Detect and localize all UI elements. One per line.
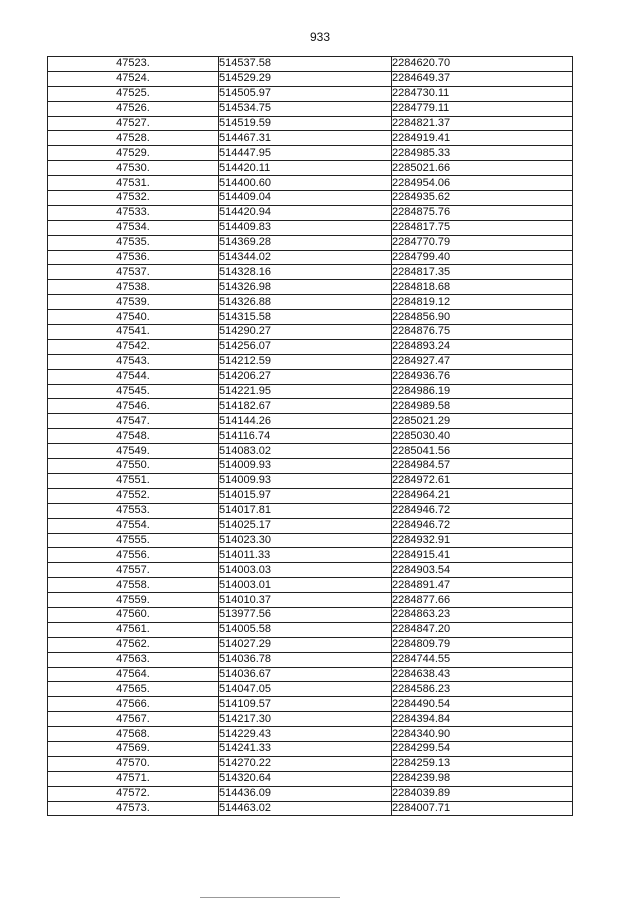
x-coordinate-cell: 514017.81 — [219, 503, 392, 518]
point-number-cell: 47544. — [48, 369, 219, 384]
x-coordinate-cell: 514519.59 — [219, 116, 392, 131]
y-coordinate-cell: 2284985.33 — [392, 146, 573, 161]
point-number-cell: 47557. — [48, 563, 219, 578]
y-coordinate-cell: 2284239.98 — [392, 771, 573, 786]
y-coordinate-cell: 2284954.06 — [392, 176, 573, 191]
x-coordinate-cell: 514221.95 — [219, 384, 392, 399]
point-number-cell: 47529. — [48, 146, 219, 161]
x-coordinate-cell: 514315.58 — [219, 310, 392, 325]
table-row — [48, 786, 573, 801]
point-number-cell: 47546. — [48, 399, 219, 414]
point-number-cell: 47562. — [48, 637, 219, 652]
point-number-cell: 47567. — [48, 712, 219, 727]
y-coordinate-cell: 2284299.54 — [392, 741, 573, 756]
x-coordinate-cell: 514027.29 — [219, 637, 392, 652]
point-number-cell: 47532. — [48, 191, 219, 206]
point-number-cell: 47527. — [48, 116, 219, 131]
point-number-cell: 47542. — [48, 339, 219, 354]
point-number-cell: 47545. — [48, 384, 219, 399]
table-row — [48, 369, 573, 384]
point-number-cell: 47525. — [48, 86, 219, 101]
table-row — [48, 593, 573, 608]
x-coordinate-cell: 514206.27 — [219, 369, 392, 384]
y-coordinate-cell: 2284856.90 — [392, 310, 573, 325]
page-number: 933 — [309, 30, 331, 44]
y-coordinate-cell: 2284039.89 — [392, 786, 573, 801]
x-coordinate-cell: 514537.58 — [219, 57, 392, 72]
x-coordinate-cell: 514116.74 — [219, 429, 392, 444]
x-coordinate-cell: 514400.60 — [219, 176, 392, 191]
x-coordinate-cell: 514447.95 — [219, 146, 392, 161]
table-row — [48, 697, 573, 712]
point-number-cell: 47524. — [48, 71, 219, 86]
x-coordinate-cell: 513977.56 — [219, 607, 392, 622]
y-coordinate-cell: 2284586.23 — [392, 682, 573, 697]
table-row — [48, 518, 573, 533]
y-coordinate-cell: 2284936.76 — [392, 369, 573, 384]
y-coordinate-cell: 2284770.79 — [392, 235, 573, 250]
table-row — [48, 205, 573, 220]
point-number-cell: 47549. — [48, 444, 219, 459]
y-coordinate-cell: 2284927.47 — [392, 354, 573, 369]
y-coordinate-cell: 2284730.11 — [392, 86, 573, 101]
x-coordinate-cell: 514003.03 — [219, 563, 392, 578]
point-number-cell: 47552. — [48, 488, 219, 503]
y-coordinate-cell: 2284876.75 — [392, 325, 573, 340]
coordinates-table — [47, 56, 573, 816]
point-number-cell: 47526. — [48, 101, 219, 116]
x-coordinate-cell: 514212.59 — [219, 354, 392, 369]
point-number-cell: 47531. — [48, 176, 219, 191]
point-number-cell: 47559. — [48, 593, 219, 608]
y-coordinate-cell: 2284818.68 — [392, 280, 573, 295]
table-row — [48, 578, 573, 593]
point-number-cell: 47555. — [48, 533, 219, 548]
y-coordinate-cell: 2284779.11 — [392, 101, 573, 116]
y-coordinate-cell: 2284935.62 — [392, 191, 573, 206]
x-coordinate-cell: 514011.33 — [219, 548, 392, 563]
table-row — [48, 652, 573, 667]
table-row — [48, 741, 573, 756]
y-coordinate-cell: 2285021.66 — [392, 161, 573, 176]
point-number-cell: 47571. — [48, 771, 219, 786]
point-number-cell: 47564. — [48, 667, 219, 682]
y-coordinate-cell: 2285021.29 — [392, 414, 573, 429]
x-coordinate-cell: 514328.16 — [219, 265, 392, 280]
y-coordinate-cell: 2284903.54 — [392, 563, 573, 578]
y-coordinate-cell: 2284394.84 — [392, 712, 573, 727]
table-row — [48, 801, 573, 816]
x-coordinate-cell: 514015.97 — [219, 488, 392, 503]
x-coordinate-cell: 514144.26 — [219, 414, 392, 429]
x-coordinate-cell: 514109.57 — [219, 697, 392, 712]
y-coordinate-cell: 2284875.76 — [392, 205, 573, 220]
y-coordinate-cell: 2284989.58 — [392, 399, 573, 414]
table-row — [48, 399, 573, 414]
point-number-cell: 47534. — [48, 220, 219, 235]
point-number-cell: 47550. — [48, 459, 219, 474]
point-number-cell: 47539. — [48, 295, 219, 310]
table-row — [48, 384, 573, 399]
y-coordinate-cell: 2284919.41 — [392, 131, 573, 146]
y-coordinate-cell: 2284490.54 — [392, 697, 573, 712]
table-row — [48, 101, 573, 116]
table-row — [48, 607, 573, 622]
x-coordinate-cell: 514083.02 — [219, 444, 392, 459]
x-coordinate-cell: 514009.93 — [219, 459, 392, 474]
table-row — [48, 146, 573, 161]
y-coordinate-cell: 2284817.75 — [392, 220, 573, 235]
table-row — [48, 191, 573, 206]
table-row — [48, 86, 573, 101]
y-coordinate-cell: 2284799.40 — [392, 250, 573, 265]
table-row — [48, 280, 573, 295]
x-coordinate-cell: 514009.93 — [219, 473, 392, 488]
table-row — [48, 682, 573, 697]
table-row — [48, 116, 573, 131]
y-coordinate-cell: 2284821.37 — [392, 116, 573, 131]
coordinates-table-body — [48, 57, 573, 816]
table-row — [48, 414, 573, 429]
table-row — [48, 429, 573, 444]
point-number-cell: 47572. — [48, 786, 219, 801]
y-coordinate-cell: 2284007.71 — [392, 801, 573, 816]
x-coordinate-cell: 514003.01 — [219, 578, 392, 593]
y-coordinate-cell: 2284340.90 — [392, 727, 573, 742]
y-coordinate-cell: 2285041.56 — [392, 444, 573, 459]
table-row — [48, 503, 573, 518]
x-coordinate-cell: 514326.98 — [219, 280, 392, 295]
x-coordinate-cell: 514270.22 — [219, 756, 392, 771]
x-coordinate-cell: 514036.78 — [219, 652, 392, 667]
y-coordinate-cell: 2284946.72 — [392, 503, 573, 518]
point-number-cell: 47551. — [48, 473, 219, 488]
point-number-cell: 47570. — [48, 756, 219, 771]
table-row — [48, 488, 573, 503]
table-row — [48, 339, 573, 354]
x-coordinate-cell: 514420.11 — [219, 161, 392, 176]
table-row — [48, 548, 573, 563]
x-coordinate-cell: 514369.28 — [219, 235, 392, 250]
point-number-cell: 47565. — [48, 682, 219, 697]
point-number-cell: 47528. — [48, 131, 219, 146]
point-number-cell: 47530. — [48, 161, 219, 176]
x-coordinate-cell: 514010.37 — [219, 593, 392, 608]
point-number-cell: 47538. — [48, 280, 219, 295]
table-row — [48, 265, 573, 280]
table-row — [48, 354, 573, 369]
point-number-cell: 47548. — [48, 429, 219, 444]
x-coordinate-cell: 514409.04 — [219, 191, 392, 206]
table-row — [48, 444, 573, 459]
table-row — [48, 727, 573, 742]
table-row — [48, 473, 573, 488]
y-coordinate-cell: 2284744.55 — [392, 652, 573, 667]
x-coordinate-cell: 514326.88 — [219, 295, 392, 310]
point-number-cell: 47558. — [48, 578, 219, 593]
point-number-cell: 47554. — [48, 518, 219, 533]
x-coordinate-cell: 514182.67 — [219, 399, 392, 414]
x-coordinate-cell: 514217.30 — [219, 712, 392, 727]
point-number-cell: 47543. — [48, 354, 219, 369]
y-coordinate-cell: 2284986.19 — [392, 384, 573, 399]
table-row — [48, 325, 573, 340]
y-coordinate-cell: 2284972.61 — [392, 473, 573, 488]
table-row — [48, 563, 573, 578]
x-coordinate-cell: 514229.43 — [219, 727, 392, 742]
y-coordinate-cell: 2284620.70 — [392, 57, 573, 72]
table-row — [48, 712, 573, 727]
x-coordinate-cell: 514005.58 — [219, 622, 392, 637]
footer-rule — [200, 897, 340, 898]
point-number-cell: 47556. — [48, 548, 219, 563]
table-row — [48, 771, 573, 786]
y-coordinate-cell: 2284946.72 — [392, 518, 573, 533]
y-coordinate-cell: 2284863.23 — [392, 607, 573, 622]
table-row — [48, 250, 573, 265]
y-coordinate-cell: 2284964.21 — [392, 488, 573, 503]
point-number-cell: 47561. — [48, 622, 219, 637]
point-number-cell: 47537. — [48, 265, 219, 280]
x-coordinate-cell: 514047.05 — [219, 682, 392, 697]
x-coordinate-cell: 514409.83 — [219, 220, 392, 235]
table-row — [48, 637, 573, 652]
point-number-cell: 47573. — [48, 801, 219, 816]
y-coordinate-cell: 2284984.57 — [392, 459, 573, 474]
point-number-cell: 47569. — [48, 741, 219, 756]
y-coordinate-cell: 2284259.13 — [392, 756, 573, 771]
point-number-cell: 47541. — [48, 325, 219, 340]
y-coordinate-cell: 2284649.37 — [392, 71, 573, 86]
table-row — [48, 176, 573, 191]
y-coordinate-cell: 2284915.41 — [392, 548, 573, 563]
y-coordinate-cell: 2284809.79 — [392, 637, 573, 652]
y-coordinate-cell: 2284893.24 — [392, 339, 573, 354]
x-coordinate-cell: 514463.02 — [219, 801, 392, 816]
x-coordinate-cell: 514290.27 — [219, 325, 392, 340]
table-row — [48, 667, 573, 682]
table-row — [48, 71, 573, 86]
x-coordinate-cell: 514241.33 — [219, 741, 392, 756]
y-coordinate-cell: 2285030.40 — [392, 429, 573, 444]
x-coordinate-cell: 514436.09 — [219, 786, 392, 801]
y-coordinate-cell: 2284847.20 — [392, 622, 573, 637]
table-row — [48, 756, 573, 771]
x-coordinate-cell: 514025.17 — [219, 518, 392, 533]
point-number-cell: 47536. — [48, 250, 219, 265]
table-row — [48, 235, 573, 250]
x-coordinate-cell: 514036.67 — [219, 667, 392, 682]
point-number-cell: 47533. — [48, 205, 219, 220]
table-row — [48, 310, 573, 325]
y-coordinate-cell: 2284891.47 — [392, 578, 573, 593]
table-row — [48, 57, 573, 72]
point-number-cell: 47560. — [48, 607, 219, 622]
point-number-cell: 47547. — [48, 414, 219, 429]
table-row — [48, 220, 573, 235]
point-number-cell: 47563. — [48, 652, 219, 667]
x-coordinate-cell: 514529.29 — [219, 71, 392, 86]
x-coordinate-cell: 514505.97 — [219, 86, 392, 101]
x-coordinate-cell: 514023.30 — [219, 533, 392, 548]
x-coordinate-cell: 514420.94 — [219, 205, 392, 220]
point-number-cell: 47523. — [48, 57, 219, 72]
y-coordinate-cell: 2284819.12 — [392, 295, 573, 310]
point-number-cell: 47566. — [48, 697, 219, 712]
y-coordinate-cell: 2284638.43 — [392, 667, 573, 682]
x-coordinate-cell: 514534.75 — [219, 101, 392, 116]
y-coordinate-cell: 2284817.35 — [392, 265, 573, 280]
x-coordinate-cell: 514256.07 — [219, 339, 392, 354]
point-number-cell: 47568. — [48, 727, 219, 742]
y-coordinate-cell: 2284877.66 — [392, 593, 573, 608]
table-row — [48, 622, 573, 637]
x-coordinate-cell: 514320.64 — [219, 771, 392, 786]
point-number-cell: 47535. — [48, 235, 219, 250]
x-coordinate-cell: 514344.02 — [219, 250, 392, 265]
table-row — [48, 161, 573, 176]
table-row — [48, 459, 573, 474]
point-number-cell: 47553. — [48, 503, 219, 518]
table-row — [48, 131, 573, 146]
y-coordinate-cell: 2284932.91 — [392, 533, 573, 548]
table-row — [48, 533, 573, 548]
x-coordinate-cell: 514467.31 — [219, 131, 392, 146]
table-row — [48, 295, 573, 310]
point-number-cell: 47540. — [48, 310, 219, 325]
